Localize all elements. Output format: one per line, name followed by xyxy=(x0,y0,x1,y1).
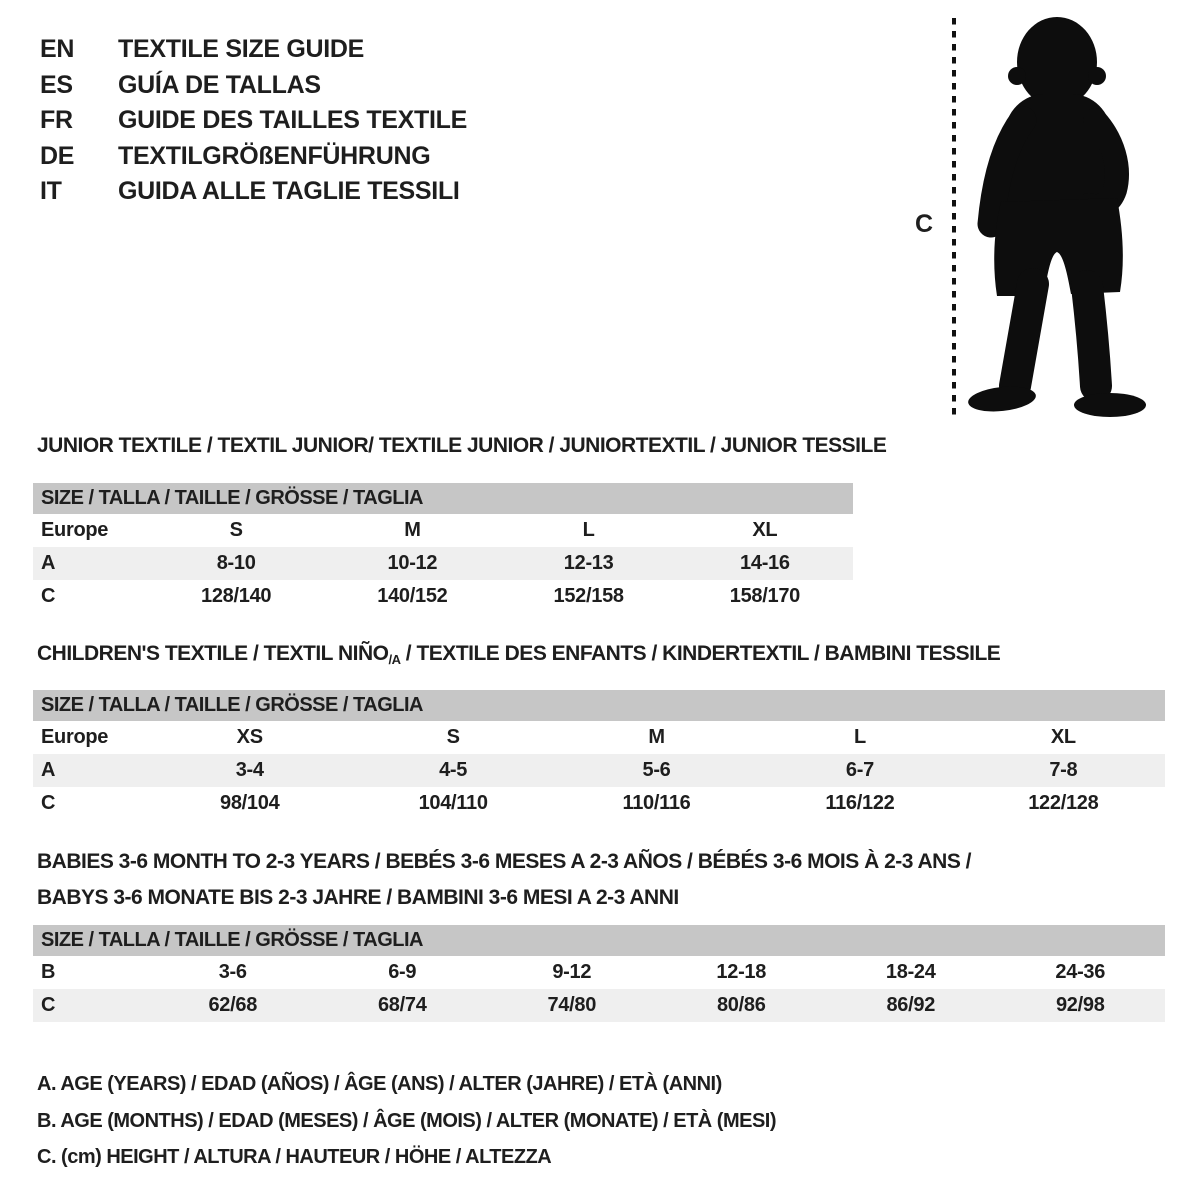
language-row xyxy=(40,103,467,139)
size-cell: 7-8 xyxy=(1049,759,1078,781)
babies-size-table xyxy=(33,925,1165,1022)
size-cell: XL xyxy=(1050,726,1076,748)
language-code: ES xyxy=(40,70,73,99)
size-cell: 10-12 xyxy=(387,552,438,574)
size-header-band: SIZE / TALLA / TAILLE / GRÖSSE / TAGLIA xyxy=(33,690,1165,721)
table-row xyxy=(33,547,853,580)
language-row xyxy=(40,139,467,175)
row-label: A xyxy=(41,552,56,574)
row-label: C xyxy=(41,585,56,607)
size-cell: 128/140 xyxy=(201,585,272,607)
size-header-band: SIZE / TALLA / TAILLE / GRÖSSE / TAGLIA xyxy=(33,925,1165,956)
children-title-tail: / TEXTILE DES ENFANTS / KINDERTEXTIL / BAMBINI TESSILE xyxy=(400,642,1001,665)
size-cell: 110/116 xyxy=(622,792,691,814)
size-cell: 8-10 xyxy=(216,552,256,574)
size-cell: M xyxy=(648,726,665,748)
language-title: TEXTILE SIZE GUIDE xyxy=(118,35,365,64)
size-cell: 24-36 xyxy=(1055,961,1106,983)
children-size-table xyxy=(33,690,1165,820)
size-cell: 80/86 xyxy=(716,994,766,1016)
size-cell: 5-6 xyxy=(642,759,671,781)
row-label: C xyxy=(41,994,56,1016)
size-cell: 12-18 xyxy=(716,961,767,983)
row-label: B xyxy=(41,961,56,983)
size-cell: 104/110 xyxy=(418,792,488,814)
table-row xyxy=(33,956,1165,989)
table-row xyxy=(33,514,853,547)
size-cell: XL xyxy=(752,519,778,541)
size-cell: 62/68 xyxy=(208,994,258,1016)
size-cell: 92/98 xyxy=(1055,994,1105,1016)
language-row xyxy=(40,32,467,68)
size-cell: 116/122 xyxy=(825,792,895,814)
language-code: DE xyxy=(40,141,75,170)
babies-title-line1: BABIES 3-6 MONTH TO 2-3 YEARS / BEBÉS 3-6 MESES A 2-3 AÑOS / BÉBÉS 3-6 MOIS À 2-3 ANS / xyxy=(37,850,972,873)
language-title: GUIDE DES TAILLES TEXTILE xyxy=(118,106,468,135)
table-row xyxy=(33,754,1165,787)
size-cell: 74/80 xyxy=(547,994,597,1016)
children-section-title xyxy=(37,642,1000,666)
size-cell: 158/170 xyxy=(729,585,800,607)
size-cell: 98/104 xyxy=(220,792,280,814)
language-title: GUIDA ALLE TAGLIE TESSILI xyxy=(118,177,460,206)
table-row xyxy=(33,580,853,613)
row-label: C xyxy=(41,792,56,814)
footnote-line: A. AGE (YEARS) / EDAD (AÑOS) / ÂGE (ANS) / ALTER (JAHRE) / ETÀ (ANNI) xyxy=(37,1073,722,1095)
size-cell: 18-24 xyxy=(885,961,936,983)
size-cell: S xyxy=(229,519,243,541)
language-list xyxy=(40,32,467,210)
babies-section-title xyxy=(37,844,971,916)
row-label: Europe xyxy=(41,519,109,541)
size-cell: 12-13 xyxy=(563,552,614,574)
language-code: FR xyxy=(40,106,73,135)
size-cell: XS xyxy=(236,726,263,748)
size-cell: 6-9 xyxy=(388,961,417,983)
size-cell: M xyxy=(404,519,421,541)
size-cell: 152/158 xyxy=(553,585,624,607)
row-label: A xyxy=(41,759,56,781)
size-cell: 86/92 xyxy=(886,994,936,1016)
size-cell: 4-5 xyxy=(439,759,468,781)
junior-size-table xyxy=(33,483,853,613)
language-code: EN xyxy=(40,35,75,64)
size-cell: S xyxy=(446,726,460,748)
footnote-line: B. AGE (MONTHS) / EDAD (MESES) / ÂGE (MOIS) / ALTER (MONATE) / ETÀ (MESI) xyxy=(37,1109,777,1132)
size-cell: 14-16 xyxy=(740,552,790,574)
measure-label-c: C xyxy=(915,210,933,238)
size-cell: L xyxy=(853,726,866,748)
size-cell: 68/74 xyxy=(377,994,427,1016)
children-title-sub: /A xyxy=(388,652,401,667)
language-row xyxy=(40,68,467,104)
size-cell: 3-4 xyxy=(235,759,264,781)
size-cell: 140/152 xyxy=(377,585,448,607)
junior-section-title: JUNIOR TEXTILE / TEXTIL JUNIOR/ TEXTILE JUNIOR / JUNIORTEXTIL / JUNIOR TESSILE xyxy=(37,434,887,457)
size-header-band: SIZE / TALLA / TAILLE / GRÖSSE / TAGLIA xyxy=(33,483,853,514)
size-cell: L xyxy=(582,519,595,541)
babies-title-line2: BABYS 3-6 MONATE BIS 2-3 JAHRE / BAMBINI 3-6 MESI A 2-3 ANNI xyxy=(37,886,679,909)
size-cell: 6-7 xyxy=(845,759,874,781)
row-label: Europe xyxy=(41,726,109,748)
children-title-main: CHILDREN'S TEXTILE / TEXTIL NIÑO xyxy=(37,642,389,665)
size-cell: 3-6 xyxy=(218,961,247,983)
language-code: IT xyxy=(40,177,62,206)
size-cell: 9-12 xyxy=(552,961,592,983)
language-title: GUÍA DE TALLAS xyxy=(118,70,321,99)
footnote-line: C. (cm) HEIGHT / ALTURA / HAUTEUR / HÖHE / ALTEZZA xyxy=(37,1146,552,1168)
language-row xyxy=(40,174,467,210)
size-cell: 122/128 xyxy=(1028,792,1099,814)
footnote-legend xyxy=(37,1066,776,1176)
language-title: TEXTILGRÖßENFÜHRUNG xyxy=(118,141,431,170)
table-row xyxy=(33,787,1165,820)
table-row xyxy=(33,721,1165,754)
baby-silhouette xyxy=(967,17,1146,417)
baby-figure xyxy=(905,12,1155,424)
table-row xyxy=(33,989,1165,1022)
